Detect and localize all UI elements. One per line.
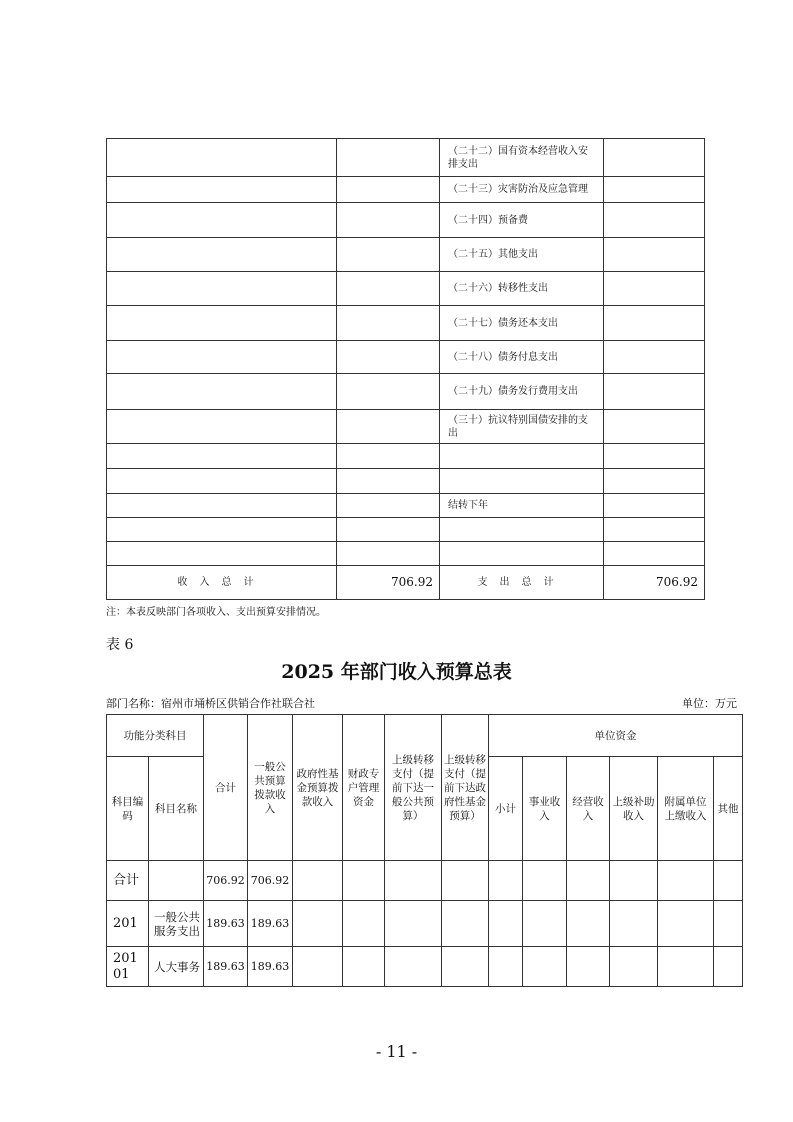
income-budget-table — [106, 714, 743, 987]
table-row — [107, 238, 705, 272]
expense-total-value: 706.92 — [604, 566, 705, 600]
row-code: 20101 — [107, 947, 149, 987]
table-row — [107, 272, 705, 306]
row-total: 706.92 — [204, 861, 248, 901]
table-row — [107, 542, 705, 566]
expense-item: （三十）抗议特别国债安排的支出 — [440, 410, 604, 444]
row-total: 189.63 — [204, 901, 248, 947]
income-total-label: 收入总计 — [107, 566, 337, 600]
functional-class-header: 功能分类科目 — [107, 715, 204, 757]
upper-subsidy-header: 上级补助收入 — [610, 757, 658, 861]
affiliated-income-header: 附属单位上缴收入 — [658, 757, 714, 861]
table-row — [107, 410, 705, 444]
table-row — [107, 469, 705, 494]
expense-item: （二十四）预备费 — [440, 203, 604, 238]
table-row — [107, 374, 705, 410]
row-code: 合计 — [107, 861, 149, 901]
gov-fund-header: 政府性基金预算拨款收入 — [293, 715, 343, 861]
header-row — [107, 715, 743, 757]
page-title: 2025 年部门收入预算总表 — [281, 661, 512, 683]
table-row — [107, 861, 743, 901]
table-row — [107, 444, 705, 469]
unit-funds-header: 单位资金 — [489, 715, 743, 757]
fiscal-special-header: 财政专户管理资金 — [343, 715, 385, 861]
expense-item: （二十三）灾害防治及应急管理 — [440, 177, 604, 203]
table-row — [107, 306, 705, 341]
expense-item: 结转下年 — [440, 494, 604, 518]
total-row — [107, 566, 705, 600]
table-row — [107, 177, 705, 203]
upper-transfer-general-header: 上级转移支付（提前下达一般公共预算） — [385, 715, 442, 861]
expense-item: （二十八）债务付息支出 — [440, 341, 604, 374]
expense-item: （二十六）转移性支出 — [440, 272, 604, 306]
row-general: 706.92 — [248, 861, 293, 901]
operating-income-header: 经营收入 — [567, 757, 610, 861]
table-number: 表 6 — [106, 637, 134, 653]
expense-item — [440, 518, 604, 542]
row-total: 189.63 — [204, 947, 248, 987]
row-name — [149, 861, 204, 901]
total-header: 合计 — [204, 715, 248, 861]
department-name: 部门名称：宿州市埇桥区供销合作社联合社 — [106, 697, 315, 710]
name-header: 科目名称 — [149, 757, 204, 861]
general-budget-header: 一般公共预算拨款收入 — [248, 715, 293, 861]
business-income-header: 事业收入 — [523, 757, 567, 861]
row-general: 189.63 — [248, 947, 293, 987]
page-number: - 11 - — [375, 1042, 418, 1061]
expense-item — [440, 444, 604, 469]
row-name: 人大事务 — [149, 947, 204, 987]
expense-item: （二十七）债务还本支出 — [440, 306, 604, 341]
table-note: 注：本表反映部门各项收入、支出预算安排情况。 — [106, 607, 326, 618]
row-name: 一般公共服务支出 — [149, 901, 204, 947]
row-code: 201 — [107, 901, 149, 947]
table-row — [107, 494, 705, 518]
expense-item — [440, 469, 604, 494]
expense-item: （二十九）债务发行费用支出 — [440, 374, 604, 410]
table-row — [107, 518, 705, 542]
expense-item: （二十五）其他支出 — [440, 238, 604, 272]
table-row — [107, 947, 743, 987]
upper-transfer-fund-header: 上级转移支付（提前下达政府性基金预算） — [442, 715, 489, 861]
expense-summary-table — [106, 138, 705, 600]
table-row — [107, 341, 705, 374]
table-row — [107, 203, 705, 238]
income-total-value: 706.92 — [337, 566, 440, 600]
table-row — [107, 139, 705, 177]
code-header: 科目编码 — [107, 757, 149, 861]
expense-item: （二十二）国有资本经营收入安排支出 — [440, 139, 604, 177]
unit-label: 单位：万元 — [682, 697, 737, 710]
row-general: 189.63 — [248, 901, 293, 947]
expense-item — [440, 542, 604, 566]
table-row — [107, 901, 743, 947]
expense-total-label: 支出总计 — [440, 566, 604, 600]
other-header: 其他 — [714, 757, 743, 861]
subtotal-header: 小计 — [489, 757, 523, 861]
